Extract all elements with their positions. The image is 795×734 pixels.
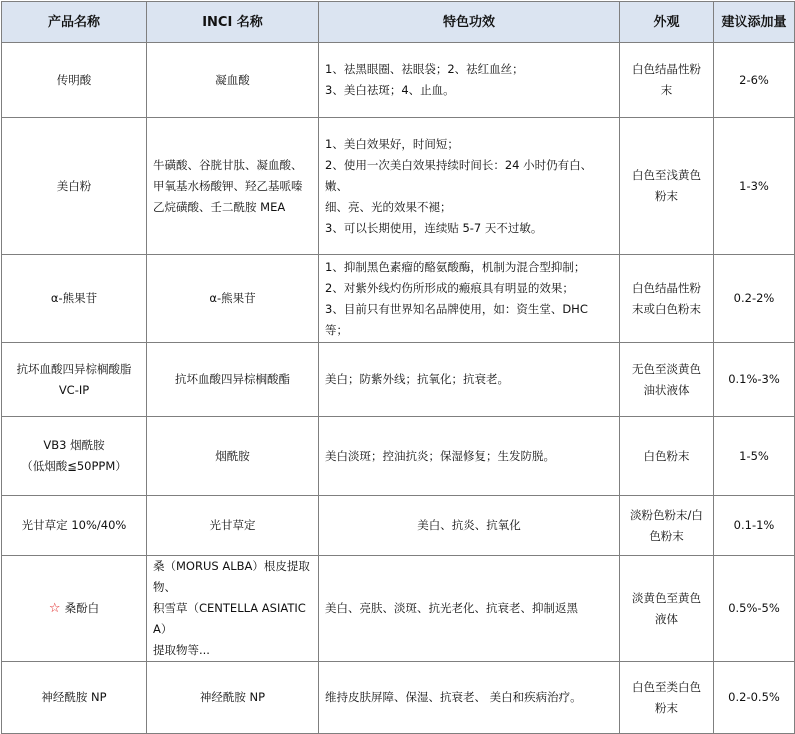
appearance-line: 粉末 bbox=[655, 189, 678, 203]
effects-cell bbox=[319, 118, 620, 255]
table-row bbox=[2, 43, 795, 118]
appearance-cell bbox=[620, 255, 714, 343]
effects-line: 美白淡斑；控油抗炎；保湿修复；生发防脱。 bbox=[325, 448, 555, 463]
header-row bbox=[2, 2, 795, 43]
product-name-cell bbox=[2, 343, 147, 417]
header-product-name: 产品名称 bbox=[2, 2, 147, 43]
appearance-line: 末或白色粉末 bbox=[632, 301, 701, 316]
effects-line: 1、祛黑眼圈、祛眼袋；2、祛红血丝； bbox=[325, 62, 524, 76]
effects-cell bbox=[319, 255, 620, 343]
name-line: 桑酚白 bbox=[64, 601, 100, 615]
table-row bbox=[2, 496, 795, 556]
table-row bbox=[2, 255, 795, 343]
effects-cell bbox=[319, 343, 620, 417]
effects-line: 美白、抗炎、抗氧化 bbox=[417, 518, 521, 532]
inci-name-cell bbox=[147, 118, 319, 255]
appearance-cell bbox=[620, 343, 714, 417]
inci-line: 光甘草定 bbox=[209, 518, 256, 532]
header-inci-name: INCI 名称 bbox=[147, 2, 319, 43]
appearance-cell bbox=[620, 496, 714, 556]
name-line: 美白粉 bbox=[56, 178, 92, 193]
effects-line: 维持皮肤屏障、保湿、抗衰老、 美白和疾病治疗。 bbox=[325, 690, 582, 704]
appearance-cell bbox=[620, 43, 714, 118]
inci-line: 抗坏血酸四异棕榈酸酯 bbox=[175, 372, 290, 386]
appearance-line: 末 bbox=[660, 83, 673, 97]
effects-line: 3、目前只有世界知名品牌使用，如：资生堂、DHC 等； bbox=[325, 301, 588, 337]
inci-line: 提取物等... bbox=[153, 643, 210, 657]
inci-line: 积雪草（CENTELLA ASIATICA） bbox=[153, 601, 306, 636]
header-effects: 特色功效 bbox=[319, 2, 620, 43]
dosage-cell: 0.1-1% bbox=[714, 496, 795, 556]
appearance-line: 白色结晶性粉 bbox=[632, 280, 701, 295]
table-row bbox=[2, 417, 795, 496]
effects-cell bbox=[319, 556, 620, 662]
name-line: 神经酰胺 NP bbox=[41, 690, 107, 704]
inci-line: 乙烷磺酸、壬二酰胺 MEA bbox=[153, 199, 286, 214]
appearance-line: 淡粉色粉末/白 bbox=[630, 507, 703, 522]
name-line: VC-IP bbox=[58, 382, 90, 397]
effects-line: 细、亮、光的效果不褪； bbox=[325, 199, 452, 214]
inci-line: α-熊果苷 bbox=[209, 291, 256, 305]
appearance-line: 液体 bbox=[655, 611, 678, 626]
appearance-line: 白色粉末 bbox=[643, 448, 690, 463]
effects-cell bbox=[319, 417, 620, 496]
dosage-cell: 1-5% bbox=[714, 417, 795, 496]
effects-line: 3、美白祛斑；4、止血。 bbox=[325, 83, 455, 97]
appearance-cell bbox=[620, 417, 714, 496]
appearance-line: 粉末 bbox=[655, 700, 678, 715]
appearance-line: 白色结晶性粉 bbox=[632, 62, 701, 76]
inci-line: 桑（MORUS ALBA）根皮提取物、 bbox=[153, 559, 310, 594]
name-line: α-熊果苷 bbox=[50, 291, 98, 305]
inci-line: 烟酰胺 bbox=[215, 448, 250, 463]
dosage-cell: 2-6% bbox=[714, 43, 795, 118]
inci-name-cell bbox=[147, 43, 319, 118]
effects-cell bbox=[319, 43, 620, 118]
effects-line: 3、可以长期使用，连续贴 5-7 天不过敏。 bbox=[325, 220, 543, 235]
effects-line: 1、抑制黑色素瘤的酪氨酸酶，机制为混合型抑制； bbox=[325, 259, 586, 274]
dosage-cell: 0.5%-5% bbox=[714, 556, 795, 662]
appearance-cell bbox=[620, 556, 714, 662]
dosage-cell: 0.2-0.5% bbox=[714, 662, 795, 734]
product-name-cell bbox=[2, 255, 147, 343]
effects-line: 美白、亮肤、淡斑、抗光老化、抗衰老、抑制返黑 bbox=[325, 601, 578, 615]
inci-name-cell bbox=[147, 496, 319, 556]
appearance-line: 无色至淡黄色 bbox=[632, 361, 701, 376]
name-line: 传明酸 bbox=[56, 72, 92, 87]
dosage-cell: 0.2-2% bbox=[714, 255, 795, 343]
product-name-cell bbox=[2, 118, 147, 255]
name-line: （低烟酸≦50PPM） bbox=[21, 459, 127, 473]
table-row bbox=[2, 118, 795, 255]
dosage-cell: 1-3% bbox=[714, 118, 795, 255]
product-name-cell bbox=[2, 556, 147, 662]
inci-line: 神经酰胺 NP bbox=[199, 690, 266, 704]
inci-name-cell bbox=[147, 417, 319, 496]
appearance-line: 淡黄色至黄色 bbox=[632, 590, 701, 605]
inci-line: 凝血酸 bbox=[215, 72, 250, 87]
ingredients-table bbox=[1, 1, 795, 734]
table-row bbox=[2, 556, 795, 662]
appearance-line: 色粉末 bbox=[649, 528, 684, 543]
product-name-cell bbox=[2, 43, 147, 118]
name-line: 抗坏血酸四异棕榈酸脂 bbox=[16, 361, 132, 376]
dosage-cell: 0.1%-3% bbox=[714, 343, 795, 417]
appearance-line: 油状液体 bbox=[643, 382, 690, 397]
inci-name-cell bbox=[147, 255, 319, 343]
effects-cell bbox=[319, 496, 620, 556]
effects-line: 2、使用一次美白效果持续时间长：24 小时仍有白、嫩、 bbox=[325, 157, 593, 193]
header-appearance: 外观 bbox=[620, 2, 714, 43]
inci-line: 牛磺酸、谷胱甘肽、凝血酸、 bbox=[153, 157, 303, 172]
appearance-line: 白色至类白色 bbox=[632, 679, 701, 694]
product-name-cell bbox=[2, 417, 147, 496]
inci-name-cell bbox=[147, 556, 319, 662]
name-line: VB3 烟酰胺 bbox=[43, 438, 105, 452]
effects-line: 美白；防紫外线；抗氧化；抗衰老。 bbox=[325, 372, 509, 386]
product-name-cell bbox=[2, 496, 147, 556]
table-body bbox=[2, 43, 795, 734]
effects-line: 1、美白效果好，时间短； bbox=[325, 136, 459, 151]
appearance-line: 白色至浅黄色 bbox=[632, 168, 701, 182]
appearance-cell bbox=[620, 118, 714, 255]
inci-name-cell bbox=[147, 343, 319, 417]
table-row bbox=[2, 343, 795, 417]
inci-line: 甲氧基水杨酸钾、羟乙基哌嗪 bbox=[153, 178, 303, 193]
effects-line: 2、对紫外线灼伤所形成的瘢痕具有明显的效果； bbox=[325, 280, 574, 295]
star-icon: ☆ bbox=[48, 601, 61, 616]
header-dosage: 建议添加量 bbox=[714, 2, 795, 43]
name-line: 光甘草定 10%/40% bbox=[21, 518, 127, 532]
